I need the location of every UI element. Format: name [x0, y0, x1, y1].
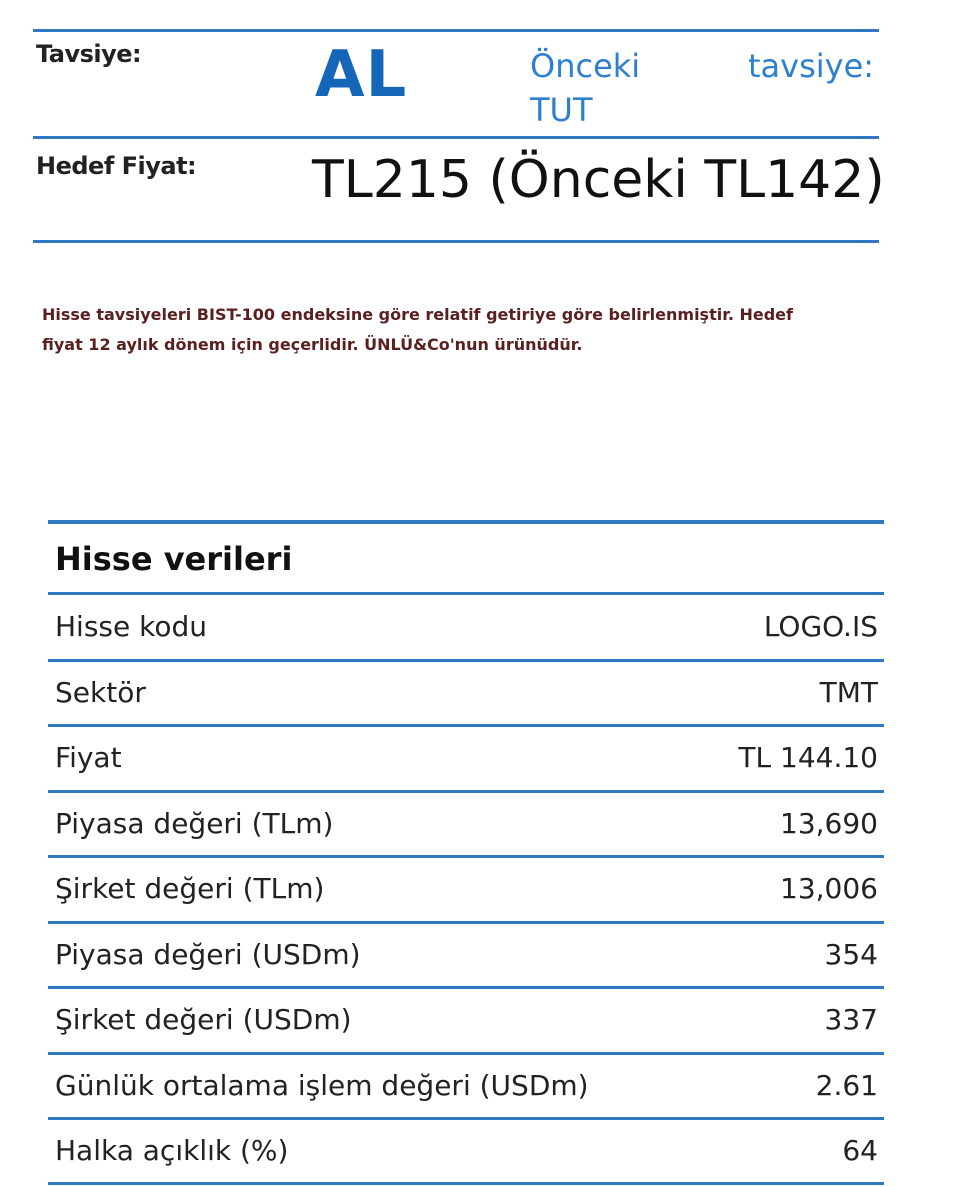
table-row-divider: [48, 659, 884, 662]
table-row-value: 13,690: [780, 806, 878, 840]
table-row-value: TL 144.10: [738, 741, 878, 774]
table-row-value: 64: [842, 1134, 878, 1167]
table-row-label: Hisse kodu: [55, 610, 208, 643]
table-row-divider: [48, 790, 884, 793]
top-rule: [33, 29, 879, 32]
table-row-divider: [48, 921, 884, 924]
previous-recommendation-value: TUT: [530, 91, 593, 129]
table-row-label: Şirket değeri (USDm): [55, 1003, 352, 1036]
table-row-divider: [48, 855, 884, 858]
table-row-label: Fiyat: [55, 741, 122, 774]
table-row-divider: [48, 986, 884, 989]
table-row-label: Sektör: [55, 675, 146, 709]
table-row-divider: [48, 1117, 884, 1120]
table-row-value: 337: [824, 1003, 878, 1036]
recommendation-divider: [33, 136, 879, 139]
table-row-label: Piyasa değeri (USDm): [55, 937, 361, 971]
table-row-label: Şirket değeri (TLm): [55, 872, 325, 905]
table-row-divider: [48, 724, 884, 727]
table-title: Hisse verileri: [55, 540, 293, 578]
disclaimer-text: Hisse tavsiyeleri BIST-100 endeksine göre relatif getiriye göre belirlenmiştir. Hedef fiyat 12 aylık dönem için geçerlidir. ÜNLÜ&Co'nun ürünüdür.: [42, 305, 793, 354]
table-top-rule: [48, 520, 884, 524]
table-row-label: Günlük ortalama işlem değeri (USDm): [55, 1068, 589, 1102]
target-price-value: TL215 (Önceki TL142): [312, 150, 885, 210]
table-row-label: Piyasa değeri (TLm): [55, 806, 334, 840]
previous-recommendation-prefix: Önceki: [530, 47, 641, 85]
recommendation-value: AL: [315, 38, 408, 112]
recommendation-label: Tavsiye:: [36, 40, 142, 68]
table-row-value: 2.61: [815, 1068, 878, 1102]
table-row-value: 354: [824, 937, 878, 971]
table-row-value: LOGO.IS: [763, 610, 878, 643]
table-bottom-rule: [48, 1182, 884, 1185]
table-row-value: TMT: [819, 675, 878, 709]
table-header-rule: [48, 592, 884, 595]
previous-recommendation-suffix: tavsiye:: [748, 47, 875, 85]
target-divider: [33, 240, 879, 243]
table-row-value: 13,006: [780, 872, 878, 905]
table-row-label: Halka açıklık (%): [55, 1134, 289, 1167]
table-row-divider: [48, 1052, 884, 1055]
target-price-label: Hedef Fiyat:: [36, 152, 197, 180]
